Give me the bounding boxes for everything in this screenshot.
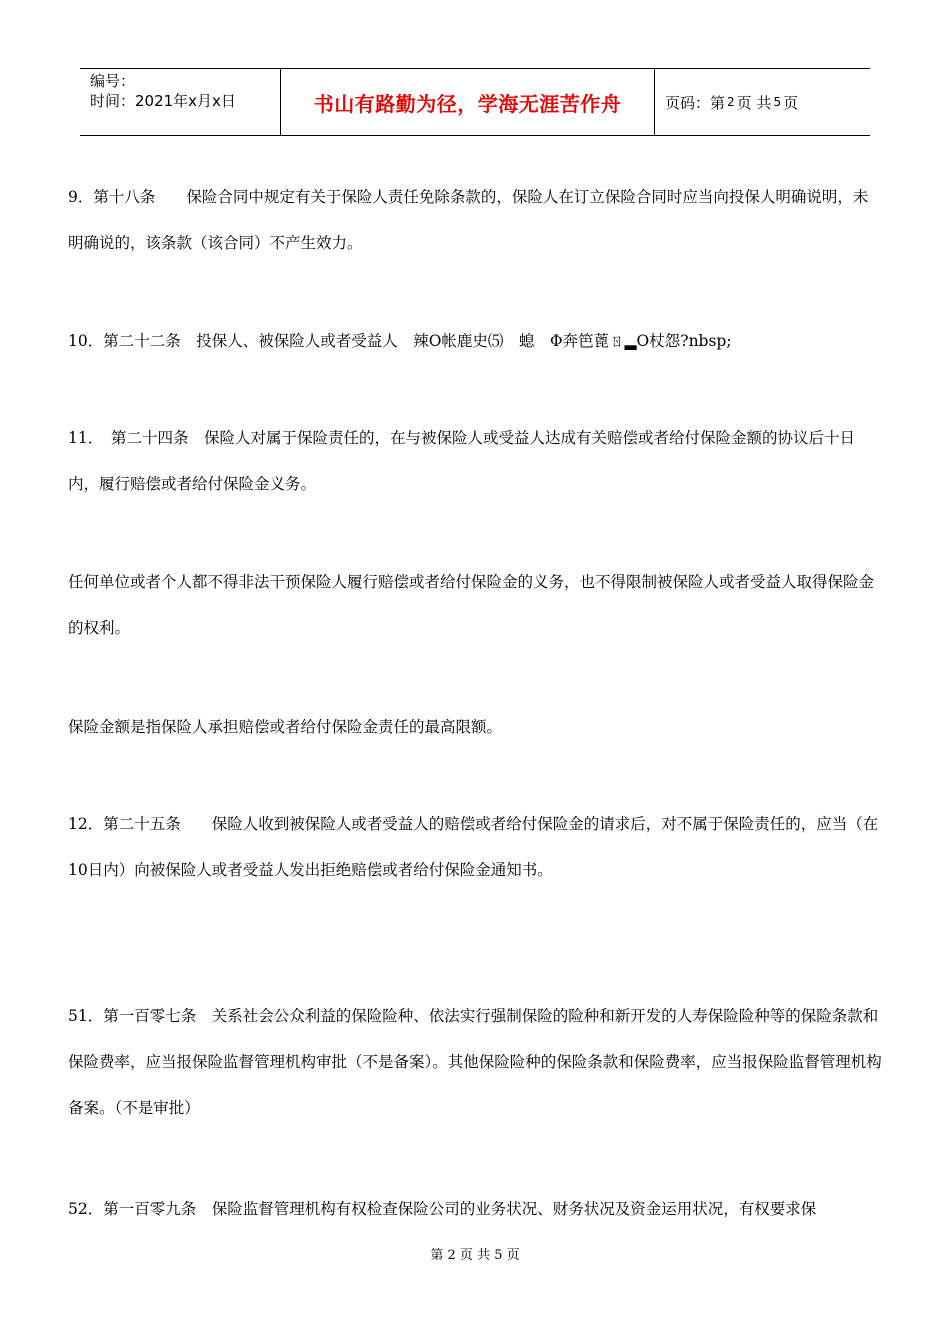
page-mid: 页 共 — [736, 93, 772, 112]
page-suffix: 页 — [783, 93, 799, 112]
page-prefix: 页码：第 — [665, 93, 726, 112]
paragraph-article-25: 12．第二十五条 保险人收到被保险人或者受益人的赔偿或者给付保险金的请求后，对不属于保险责任的，应当（在10日内）向被保险人或者受益人发出拒绝赔偿或者给付保险金通知书。 — [68, 815, 879, 879]
number-label: 编号： — [90, 72, 136, 90]
paragraph-article-109: 52．第一百零九条 保险监督管理机构有权检查保险公司的业务状况、财务状况及资金运用状况，有权要求保 — [68, 1200, 817, 1218]
paragraph-article-22: 10．第二十二条 投保人、被保险人或者受益人 辣Ο帐鹿史⑸ 螅 Φ奔笆蓖ㄖ▂Ο杖怨?nbsp; — [68, 332, 732, 350]
header-meta — [80, 69, 281, 135]
page-total: 5 — [773, 95, 782, 109]
header-page-info — [655, 69, 870, 135]
page-current: 2 — [727, 95, 735, 109]
time-label: 时间：2021年x月x日 — [90, 92, 236, 110]
paragraph-sum-insured: 保险金额是指保险人承担赔偿或者给付保险金责任的最高限额。 — [68, 718, 503, 736]
page-footer: 第 2 页 共 5 页 — [430, 1248, 520, 1263]
paragraph-interference: 任何单位或者个人都不得非法干预保险人履行赔偿或者给付保险金的义务，也不得限制被保险人或者受益人取得保险金的权利。 — [68, 573, 875, 637]
paragraph-article-18: 9．第十八条 保险合同中规定有关于保险人责任免除条款的，保险人在订立保险合同时应当向投保人明确说明，未明确说的，该条款（该合同）不产生效力。 — [68, 188, 869, 252]
paragraph-article-24: 11． 第二十四条 保险人对属于保险责任的，在与被保险人或受益人达成有关赔偿或者给付保险金额的协议后十日内，履行赔偿或者给付保险金义务。 — [68, 429, 855, 493]
header-motto: 书山有路勤为径，学海无涯苦作舟 — [281, 69, 655, 135]
paragraph-article-107: 51．第一百零七条 关系社会公众利益的保险险种、依法实行强制保险的险种和新开发的人寿保险险种等的保险条款和保险费率，应当报保险监督管理机构审批（不是备案）。其他保险险种的保险条款和保险费率，应当报保险监督管理机构备案。（不是审批） — [68, 1007, 882, 1117]
page-header — [80, 68, 870, 136]
